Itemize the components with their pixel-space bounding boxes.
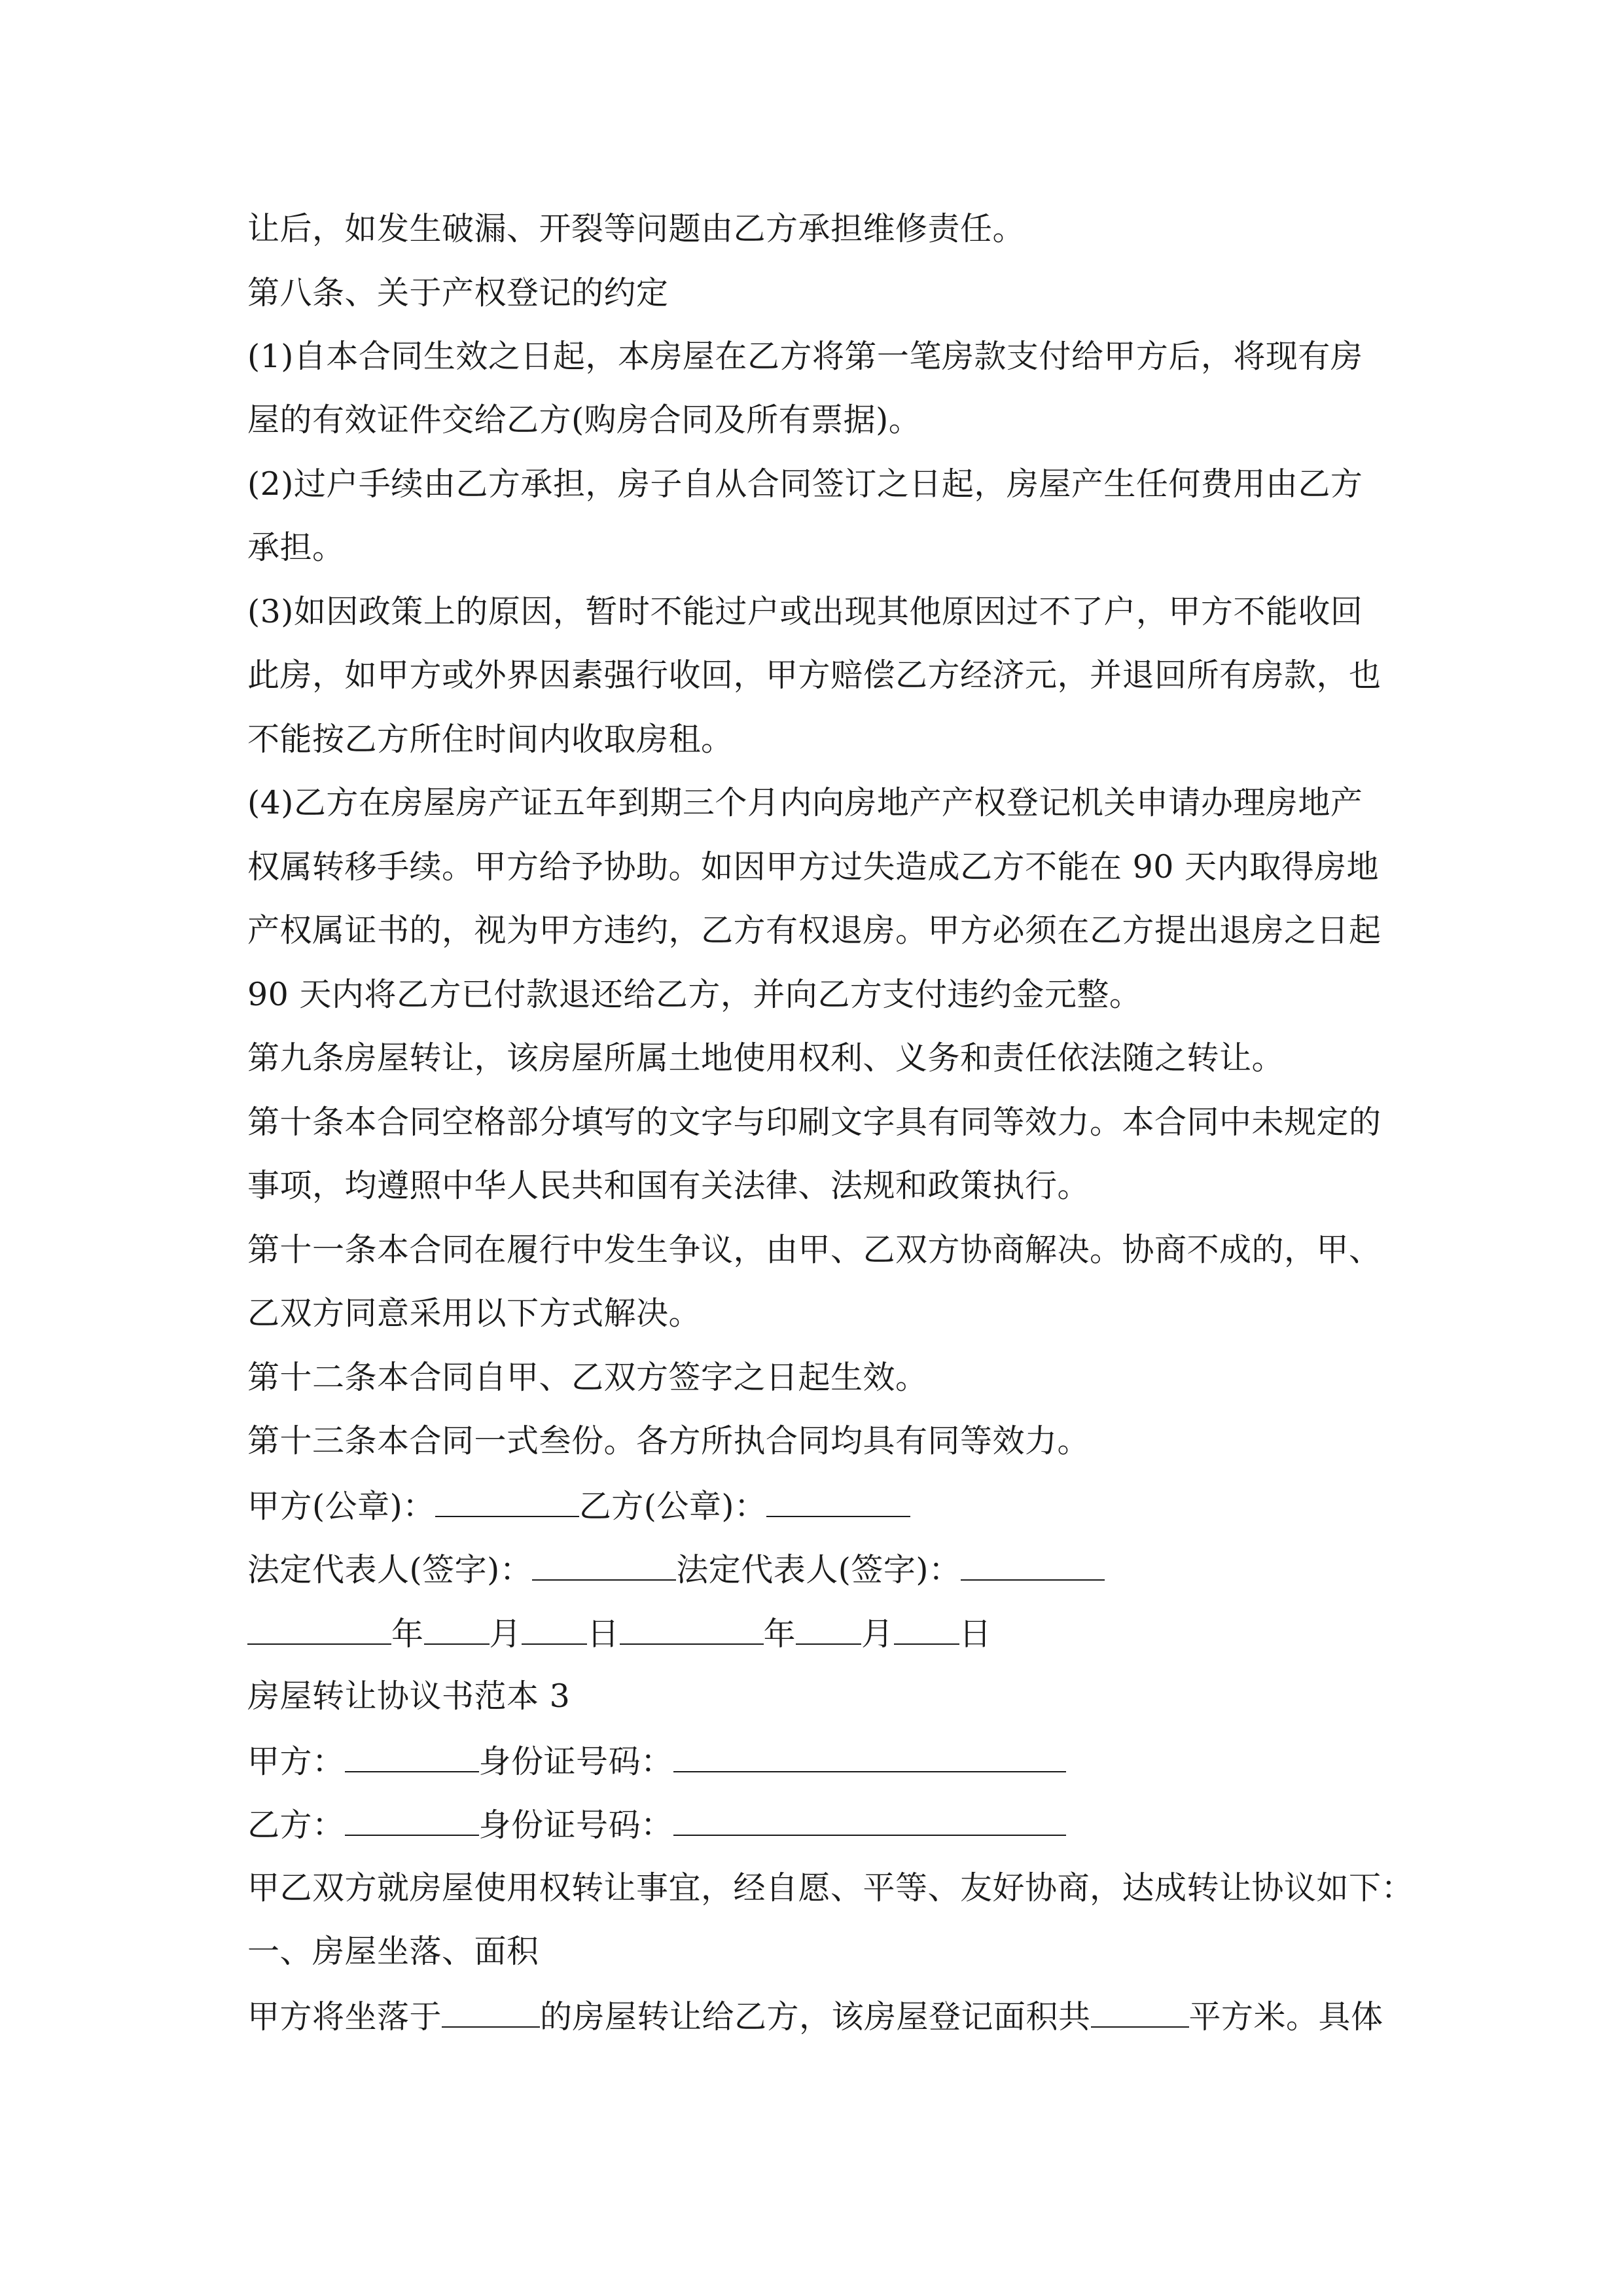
- paragraph-line: 承担。: [247, 529, 345, 566]
- sample3-title: 房屋转让协议书范本 3: [247, 1677, 571, 1715]
- party-a-label: 甲方：: [247, 1743, 345, 1780]
- article-8-heading: 第八条、关于产权登记的约定: [247, 274, 669, 312]
- location-pre: 甲方将坐落于: [247, 1998, 442, 2036]
- party-a-name-blank[interactable]: [345, 1741, 479, 1772]
- party-a-line: [247, 1741, 1399, 1782]
- id-label: 身份证号码：: [478, 1743, 673, 1780]
- day-b-blank[interactable]: [894, 1613, 959, 1645]
- month-label: 月: [489, 1615, 522, 1653]
- party-b-id-blank[interactable]: [673, 1804, 1066, 1836]
- paragraph-line: 产权属证书的，视为甲方违约，乙方有权退房。甲方必须在乙方提出退房之日起: [247, 912, 1382, 949]
- year-b-blank[interactable]: [620, 1613, 764, 1645]
- month-a-blank[interactable]: [424, 1613, 490, 1645]
- paragraph-line: (3)如因政策上的原因，暂时不能过户或出现其他原因过不了户，甲方不能收回: [247, 593, 1363, 630]
- day-a-blank[interactable]: [522, 1613, 587, 1645]
- article-11: 第十一条本合同在履行中发生争议，由甲、乙双方协商解决。协商不成的，甲、: [247, 1231, 1382, 1268]
- date-line: [247, 1613, 1399, 1654]
- rep-b-blank[interactable]: [961, 1549, 1105, 1581]
- day-label: 日: [587, 1615, 620, 1653]
- paragraph-line: 不能按乙方所住时间内收取房租。: [247, 721, 734, 758]
- year-a-blank[interactable]: [247, 1613, 391, 1645]
- party-a-id-blank[interactable]: [673, 1741, 1066, 1772]
- rep-a-label: 法定代表人(签字)：: [247, 1551, 533, 1588]
- year-label: 年: [391, 1615, 424, 1653]
- article-9: 第九条房屋转让，该房屋所属土地使用权利、义务和责任依法随之转让。: [247, 1039, 1285, 1077]
- area-blank[interactable]: [1091, 1996, 1189, 2028]
- paragraph-line: 权属转移手续。甲方给予协助。如因甲方过失造成乙方不能在 90 天内取得房地: [247, 848, 1380, 886]
- month-label: 月: [861, 1615, 894, 1653]
- month-b-blank[interactable]: [796, 1613, 861, 1645]
- paragraph-line: 事项，均遵照中华人民共和国有关法律、法规和政策执行。: [247, 1167, 1090, 1204]
- paragraph-line: (2)过户手续由乙方承担，房子自从合同签订之日起，房屋产生任何费用由乙方: [247, 465, 1363, 503]
- party-b-seal-label: 乙方(公章)：: [579, 1488, 767, 1525]
- location-mid: 的房屋转让给乙方，该房屋登记面积共: [540, 1998, 1091, 2036]
- party-a-seal-label: 甲方(公章)：: [247, 1488, 435, 1525]
- paragraph-line: 让后，如发生破漏、开裂等问题由乙方承担维修责任。: [247, 210, 1026, 247]
- party-b-label: 乙方：: [247, 1806, 345, 1844]
- article-12: 第十二条本合同自甲、乙双方签字之日起生效。: [247, 1359, 928, 1396]
- party-b-name-blank[interactable]: [345, 1804, 479, 1836]
- party-a-seal-blank[interactable]: [435, 1486, 579, 1517]
- party-b-seal-blank[interactable]: [766, 1486, 910, 1517]
- representative-line: [247, 1549, 1399, 1590]
- paragraph-line: 屋的有效证件交给乙方(购房合同及所有票据)。: [247, 401, 921, 439]
- paragraph-line: 此房，如甲方或外界因素强行收回，甲方赔偿乙方经济元，并退回所有房款，也: [247, 656, 1382, 694]
- paragraph-line: (4)乙方在房屋房产证五年到期三个月内向房地产产权登记机关申请办理房地产: [247, 784, 1363, 821]
- year-label: 年: [763, 1615, 796, 1653]
- article-10: 第十条本合同空格部分填写的文字与印刷文字具有同等效力。本合同中未规定的: [247, 1103, 1382, 1141]
- day-label: 日: [959, 1615, 992, 1653]
- paragraph-line: 90 天内将乙方已付款退还给乙方，并向乙方支付违约金元整。: [247, 976, 1142, 1013]
- intro-line: 甲乙双方就房屋使用权转让事宜，经自愿、平等、友好协商，达成转让协议如下：: [247, 1869, 1414, 1907]
- party-b-line: [247, 1804, 1399, 1845]
- location-blank[interactable]: [442, 1996, 540, 2028]
- paragraph-line: (1)自本合同生效之日起，本房屋在乙方将第一笔房款支付给甲方后，将现有房: [247, 338, 1363, 375]
- article-13: 第十三条本合同一式叁份。各方所执合同均具有同等效力。: [247, 1422, 1090, 1460]
- section-1-heading: 一、房屋坐落、面积: [247, 1933, 539, 1970]
- location-line: [247, 1996, 1399, 2037]
- id-label: 身份证号码：: [478, 1806, 673, 1844]
- seal-line: [247, 1486, 1399, 1526]
- rep-a-blank[interactable]: [532, 1549, 676, 1581]
- location-post: 平方米。具体: [1188, 1998, 1383, 2036]
- rep-b-label: 法定代表人(签字)：: [676, 1551, 961, 1588]
- paragraph-line: 乙双方同意采用以下方式解决。: [247, 1295, 702, 1332]
